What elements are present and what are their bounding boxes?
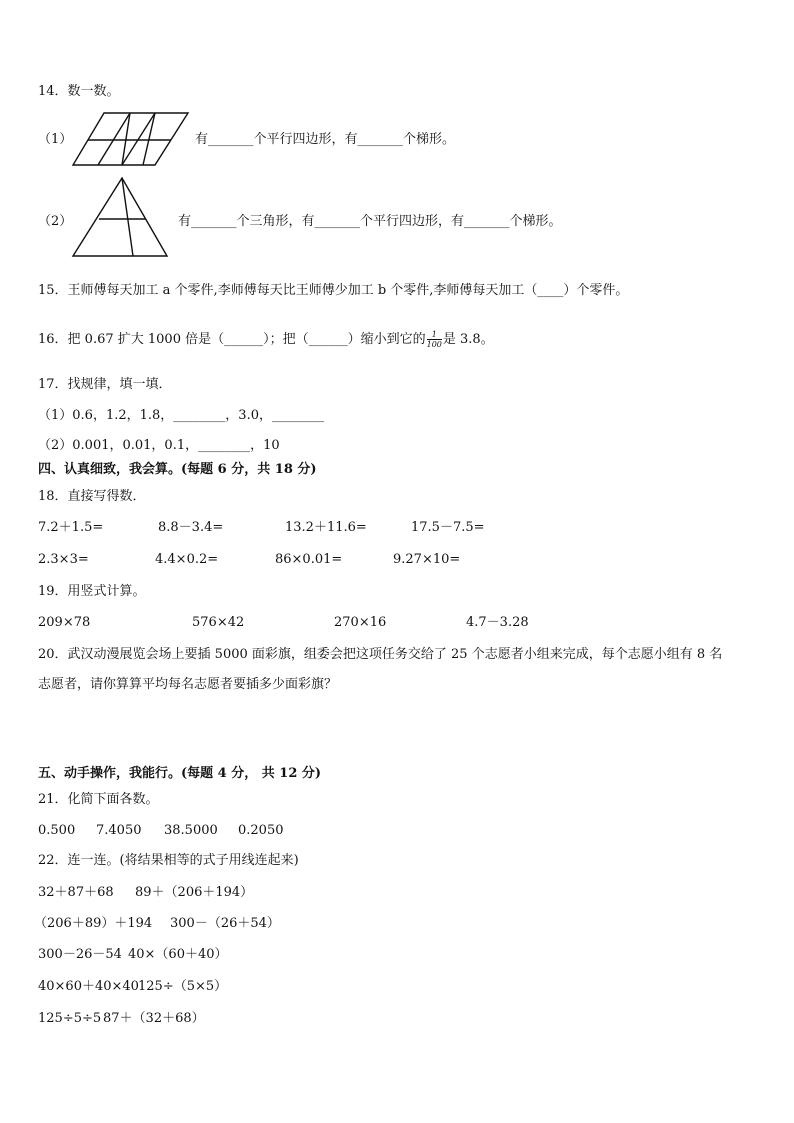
q17-title: 17．找规律，填一填． (38, 377, 172, 392)
q14-title: 14．数一数。 (38, 84, 120, 99)
q22-left-expr[interactable]: 40×60＋40×40 (38, 979, 139, 994)
section5-heading: 五、动手操作，我能行。(每题 4 分， 共 12 分) (38, 766, 322, 781)
q22-left-expr[interactable]: 32＋87＋68 (38, 885, 114, 900)
q22-right-expr[interactable]: 125÷（5×5） (138, 979, 228, 994)
q22-right-expr[interactable]: 89＋（206＋194） (135, 885, 254, 900)
parallelogram-figure (70, 110, 192, 168)
q21-item: 7.4050 (96, 823, 142, 838)
q18-item: 9.27×10= (393, 552, 461, 567)
q21-title: 21．化简下面各数。 (38, 792, 159, 807)
q22-right-expr[interactable]: 300－（26＋54） (170, 916, 280, 931)
q19-item: 270×16 (334, 615, 387, 630)
q22-left-expr[interactable]: 300－26－54 (38, 947, 122, 962)
q19-item: 209×78 (38, 615, 91, 630)
q21-item: 0.2050 (238, 823, 284, 838)
q22-left-expr[interactable]: （206＋89）＋194 (34, 916, 153, 931)
q18-title: 18．直接写得数． (38, 489, 146, 504)
q17-line2: （2）0.001，0.01，0.1，________，10 (38, 438, 280, 453)
q18-item: 17.5－7.5= (411, 520, 485, 535)
q19-title: 19．用竖式计算。 (38, 584, 146, 599)
q14-part1-label: （1） (38, 132, 73, 147)
q18-item: 7.2＋1.5= (38, 520, 104, 535)
q18-item: 86×0.01= (275, 552, 343, 567)
q22-right-expr[interactable]: 40×（60＋40） (128, 947, 228, 962)
q16-text-after: 是 3.8。 (442, 332, 494, 347)
q20-line2: 志愿者，请你算算平均每名志愿者要插多少面彩旗？ (38, 677, 338, 692)
fraction-denominator: 100 (426, 340, 442, 349)
q17-line1: （1）0.6，1.2，1.8，________，3.0，________ (38, 408, 324, 423)
triangle-figure (70, 175, 170, 259)
q22-left-expr[interactable]: 125÷5÷5 (38, 1011, 102, 1026)
q20-line1: 20．武汉动漫展览会场上要插 5000 面彩旗，组委会把这项任务交给了 25 个志愿者小组来完成，每个志愿小组有 8 名 (38, 647, 723, 662)
q16-line (38, 330, 494, 349)
q21-item: 0.500 (38, 823, 76, 838)
q18-item: 8.8－3.4= (158, 520, 224, 535)
q14-part2-text: 有_______个三角形，有_______个平行四边形，有_______个梯形。 (178, 214, 562, 229)
q14-part1-text: 有_______个平行四边形，有_______个梯形。 (195, 132, 456, 147)
q22-right-expr[interactable]: 87＋（32＋68） (103, 1011, 205, 1026)
q22-title: 22．连一连。(将结果相等的式子用线连起来) (38, 853, 299, 868)
q15-text: 15．王师傅每天加工 a 个零件,李师傅每天比王师傅少加工 b 个零件,李师傅每天加工（____）个零件。 (38, 283, 629, 298)
q21-item: 38.5000 (164, 823, 218, 838)
section4-heading: 四、认真细致，我会算。(每题 6 分，共 18 分) (38, 462, 317, 477)
q14-part2-label: （2） (38, 214, 73, 229)
q19-item: 4.7－3.28 (466, 615, 529, 630)
q18-item: 13.2＋11.6= (285, 520, 367, 535)
fraction-numerator: 1 (427, 330, 442, 340)
q16-text-before: 16．把 0.67 扩大 1000 倍是（______）；把（______）缩小到它的 (38, 332, 426, 347)
q18-item: 2.3×3= (38, 552, 89, 567)
q19-item: 576×42 (192, 615, 245, 630)
q18-item: 4.4×0.2= (155, 552, 219, 567)
q16-fraction (427, 330, 442, 349)
